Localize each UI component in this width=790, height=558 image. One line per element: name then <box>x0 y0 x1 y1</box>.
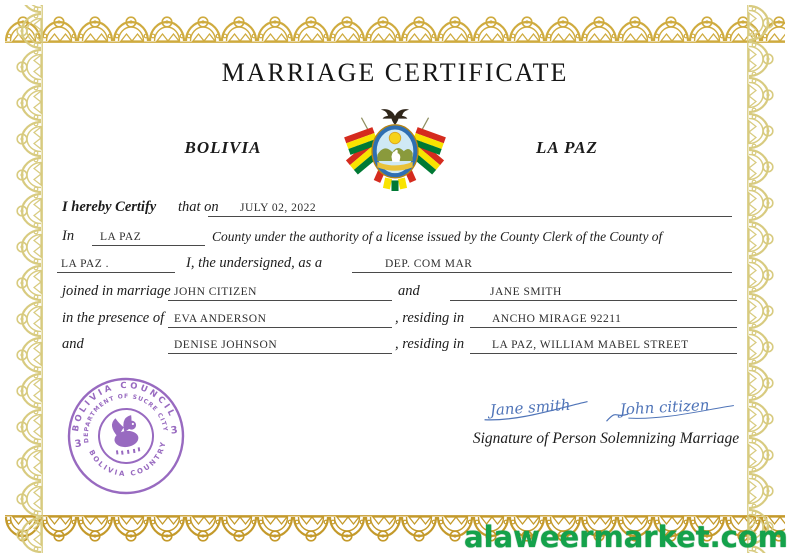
seal-number-right: 3 <box>170 424 179 437</box>
form-line-county <box>0 226 790 246</box>
county2-blank <box>57 253 175 273</box>
witness1-blank <box>168 308 392 328</box>
form-line-witness1 <box>0 308 790 328</box>
joined-label: joined in marriage <box>62 283 171 299</box>
witness2-blank <box>168 334 392 354</box>
certify-label: I hereby Certify <box>62 199 157 215</box>
residing2-label: , residing in <box>395 336 465 352</box>
undersigned-label: I, the undersigned, as a <box>186 255 323 271</box>
bride-blank <box>450 281 737 301</box>
watermark-text: alaweermarket.com <box>464 520 788 554</box>
seal-arc-top: BOLIVIA COUNCIL <box>71 380 178 433</box>
county-value: LA PAZ <box>100 231 142 243</box>
form-line-undersigned <box>0 253 790 273</box>
residing-label: , residing in <box>395 310 465 326</box>
county-blank <box>92 226 205 246</box>
form-line-certify <box>0 197 790 217</box>
bolivia-coat-of-arms-icon <box>342 101 448 191</box>
certificate-title: MARRIAGE CERTIFICATE <box>221 58 569 87</box>
form-line-spouses <box>0 281 790 301</box>
date-value: JULY 02, 2022 <box>240 202 317 214</box>
witness2-residence-value: LA PAZ, WILLIAM MABEL STREET <box>492 339 689 351</box>
seal-dove-icon <box>111 415 141 456</box>
witness1-residence-value: ANCHO MIRAGE 92211 <box>492 313 622 325</box>
groom-blank <box>168 281 392 301</box>
witness1-residence-blank <box>470 308 737 328</box>
license-text: County under the authority of a license issued by the County Clerk of the County of <box>212 229 663 244</box>
gold-border-top <box>5 5 785 43</box>
officiant-value: DEP. COM MAR <box>385 258 473 270</box>
groom-value: JOHN CITIZEN <box>174 286 257 298</box>
officiant-blank <box>352 253 732 273</box>
signature-2: John citizen <box>619 395 710 419</box>
witness2-residence-blank <box>470 334 737 354</box>
signature-1: Jane smith <box>489 395 572 420</box>
country-label: BOLIVIA <box>184 138 262 157</box>
in-label: In <box>62 228 75 244</box>
city-label: LA PAZ <box>536 138 598 157</box>
signature-caption: Signature of Person Solemnizing Marriage <box>472 430 740 447</box>
witness1-value: EVA ANDERSON <box>174 313 267 325</box>
form-line-witness2 <box>0 334 790 354</box>
seal-arc-mid: DEPARTMENT OF SUCRE CITY <box>82 392 169 444</box>
date-blank <box>208 197 732 217</box>
presence-label: in the presence of <box>62 310 165 326</box>
signature-block <box>478 390 738 426</box>
and2-label: and <box>62 336 84 352</box>
seal-number-left: 3 <box>73 438 83 451</box>
notary-seal-stamp <box>66 376 186 496</box>
witness2-value: DENISE JOHNSON <box>174 339 278 351</box>
bride-value: JANE SMITH <box>490 286 562 298</box>
that-on-label: that on <box>178 199 219 215</box>
county2-value: LA PAZ . <box>61 258 109 270</box>
and-label: and <box>398 283 420 299</box>
seal-arc-bottom: BOLIVIA COUNTRY <box>87 439 168 479</box>
